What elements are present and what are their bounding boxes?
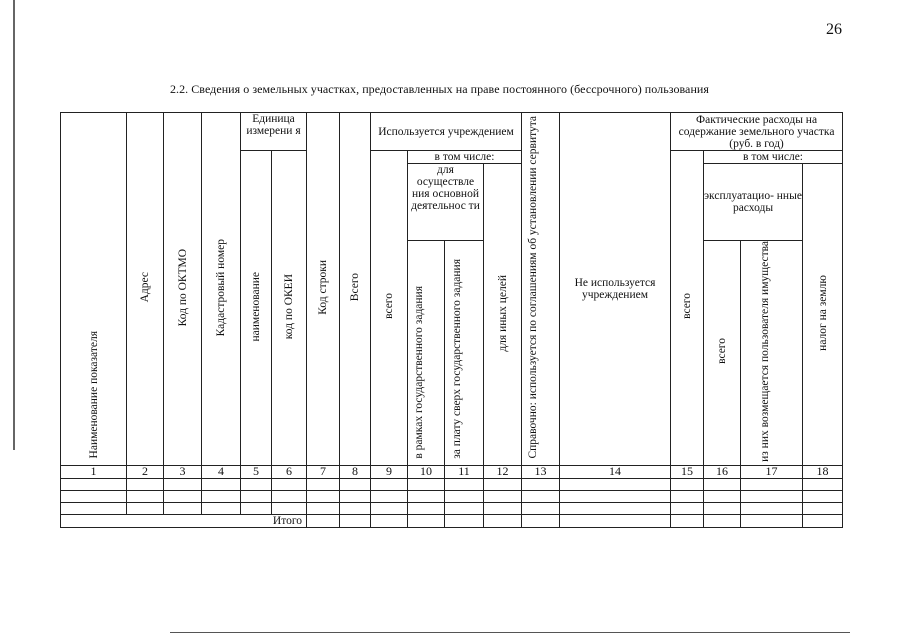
column-number: 2 — [127, 465, 164, 478]
table-cell — [803, 478, 843, 490]
column-number: 7 — [307, 465, 340, 478]
table-cell — [522, 514, 560, 527]
table-cell — [307, 490, 340, 502]
table-cell — [704, 478, 741, 490]
table-cell — [371, 514, 408, 527]
table-cell — [484, 514, 522, 527]
table-cell — [445, 490, 484, 502]
column-number: 8 — [340, 465, 371, 478]
table-row — [61, 478, 843, 490]
header-unit-name: наименование — [241, 151, 272, 466]
page-number: 26 — [826, 21, 842, 38]
table-cell — [671, 490, 704, 502]
table-cell — [560, 502, 671, 514]
table-row — [61, 502, 843, 514]
column-number: 6 — [272, 465, 307, 478]
total-label: Итого — [61, 514, 307, 527]
column-number: 9 — [371, 465, 408, 478]
table-cell — [445, 514, 484, 527]
table-cell — [61, 502, 127, 514]
left-margin-rule — [13, 0, 15, 450]
table-cell — [522, 502, 560, 514]
header-above-task: за плату сверх государственного задания — [445, 241, 484, 466]
table-cell — [484, 490, 522, 502]
column-number: 13 — [522, 465, 560, 478]
table-cell — [408, 490, 445, 502]
header-total: Всего — [340, 113, 371, 466]
table-cell — [408, 502, 445, 514]
table-cell — [671, 514, 704, 527]
table-cell — [272, 502, 307, 514]
table-cell — [61, 490, 127, 502]
table-cell — [560, 490, 671, 502]
table-cell — [164, 502, 202, 514]
header-costs-all: всего — [671, 151, 704, 466]
table-cell — [241, 478, 272, 490]
table-cell — [164, 478, 202, 490]
section-caption: 2.2. Сведения о земельных участках, предоставленных на праве постоянного (бессрочного) пользования — [170, 82, 709, 96]
table-cell — [202, 502, 241, 514]
table-cell — [340, 490, 371, 502]
total-row — [61, 514, 843, 527]
column-number: 1 — [61, 465, 127, 478]
table-cell — [671, 478, 704, 490]
header-line-code: Код строки — [307, 113, 340, 466]
column-number-row — [61, 465, 843, 478]
table-cell — [202, 478, 241, 490]
table-cell — [741, 502, 803, 514]
header-address: Адрес — [127, 113, 164, 466]
table-cell — [127, 502, 164, 514]
table-cell — [560, 514, 671, 527]
table-cell — [272, 478, 307, 490]
footer-rule — [170, 632, 850, 633]
table-cell — [704, 514, 741, 527]
table-cell — [445, 502, 484, 514]
table-cell — [704, 490, 741, 502]
column-number: 17 — [741, 465, 803, 478]
header-operating: эксплуатацио- нные расходы — [704, 164, 803, 241]
table-cell — [522, 478, 560, 490]
land-plots-table — [60, 112, 843, 528]
table-cell — [704, 502, 741, 514]
table-cell — [484, 478, 522, 490]
column-number: 12 — [484, 465, 522, 478]
column-number: 16 — [704, 465, 741, 478]
table-cell — [340, 514, 371, 527]
column-number: 5 — [241, 465, 272, 478]
table-cell — [671, 502, 704, 514]
column-number: 18 — [803, 465, 843, 478]
table-cell — [560, 478, 671, 490]
table-cell — [803, 490, 843, 502]
table-cell — [61, 478, 127, 490]
column-number: 11 — [445, 465, 484, 478]
header-okei: код по ОКЕИ — [272, 151, 307, 466]
header-servitude: Справочно: используется по соглашениям об установлении сервитута — [522, 113, 560, 466]
table-cell — [408, 478, 445, 490]
table-cell — [307, 478, 340, 490]
header-operating-all: всего — [704, 241, 741, 466]
table-cell — [803, 514, 843, 527]
header-actual-costs: Фактические расходы на содержание земельного участка (руб. в год) — [671, 113, 843, 151]
header-cadastral: Кадастровый номер — [202, 113, 241, 466]
table-cell — [307, 514, 340, 527]
header-not-used: Не используется учреждением — [560, 113, 671, 466]
table-cell — [741, 478, 803, 490]
table-cell — [340, 502, 371, 514]
column-number: 10 — [408, 465, 445, 478]
header-costs-including: в том числе: — [704, 151, 843, 164]
table-cell — [164, 490, 202, 502]
header-reimbursed: из них возмещается пользователя имущества — [741, 241, 803, 466]
table-cell — [445, 478, 484, 490]
header-used-by: Используется учреждением — [371, 113, 522, 151]
table-cell — [127, 490, 164, 502]
table-cell — [340, 478, 371, 490]
column-number: 3 — [164, 465, 202, 478]
header-state-task: в рамках государственного задания — [408, 241, 445, 466]
table-cell — [241, 502, 272, 514]
column-number: 4 — [202, 465, 241, 478]
table-cell — [371, 490, 408, 502]
table-cell — [371, 478, 408, 490]
table-cell — [522, 490, 560, 502]
header-other-goals: для иных целей — [484, 164, 522, 466]
table-cell — [741, 490, 803, 502]
column-number: 14 — [560, 465, 671, 478]
table-cell — [127, 478, 164, 490]
header-main-activity: для осуществле ния основной деятельнос ти — [408, 164, 484, 241]
table-cell — [408, 514, 445, 527]
table-cell — [272, 490, 307, 502]
column-number: 15 — [671, 465, 704, 478]
table-cell — [241, 490, 272, 502]
table-row — [61, 490, 843, 502]
table-cell — [371, 502, 408, 514]
header-including: в том числе: — [408, 151, 522, 164]
header-indicator-name: Наименование показателя — [61, 113, 127, 466]
table-cell — [803, 502, 843, 514]
header-used-all: всего — [371, 151, 408, 466]
table-cell — [741, 514, 803, 527]
header-unit: Единица измерени я — [241, 113, 307, 151]
header-land-tax: налог на землю — [803, 164, 843, 466]
table-cell — [202, 490, 241, 502]
table-cell — [307, 502, 340, 514]
table-cell — [484, 502, 522, 514]
header-oktmo: Код по ОКТМО — [164, 113, 202, 466]
